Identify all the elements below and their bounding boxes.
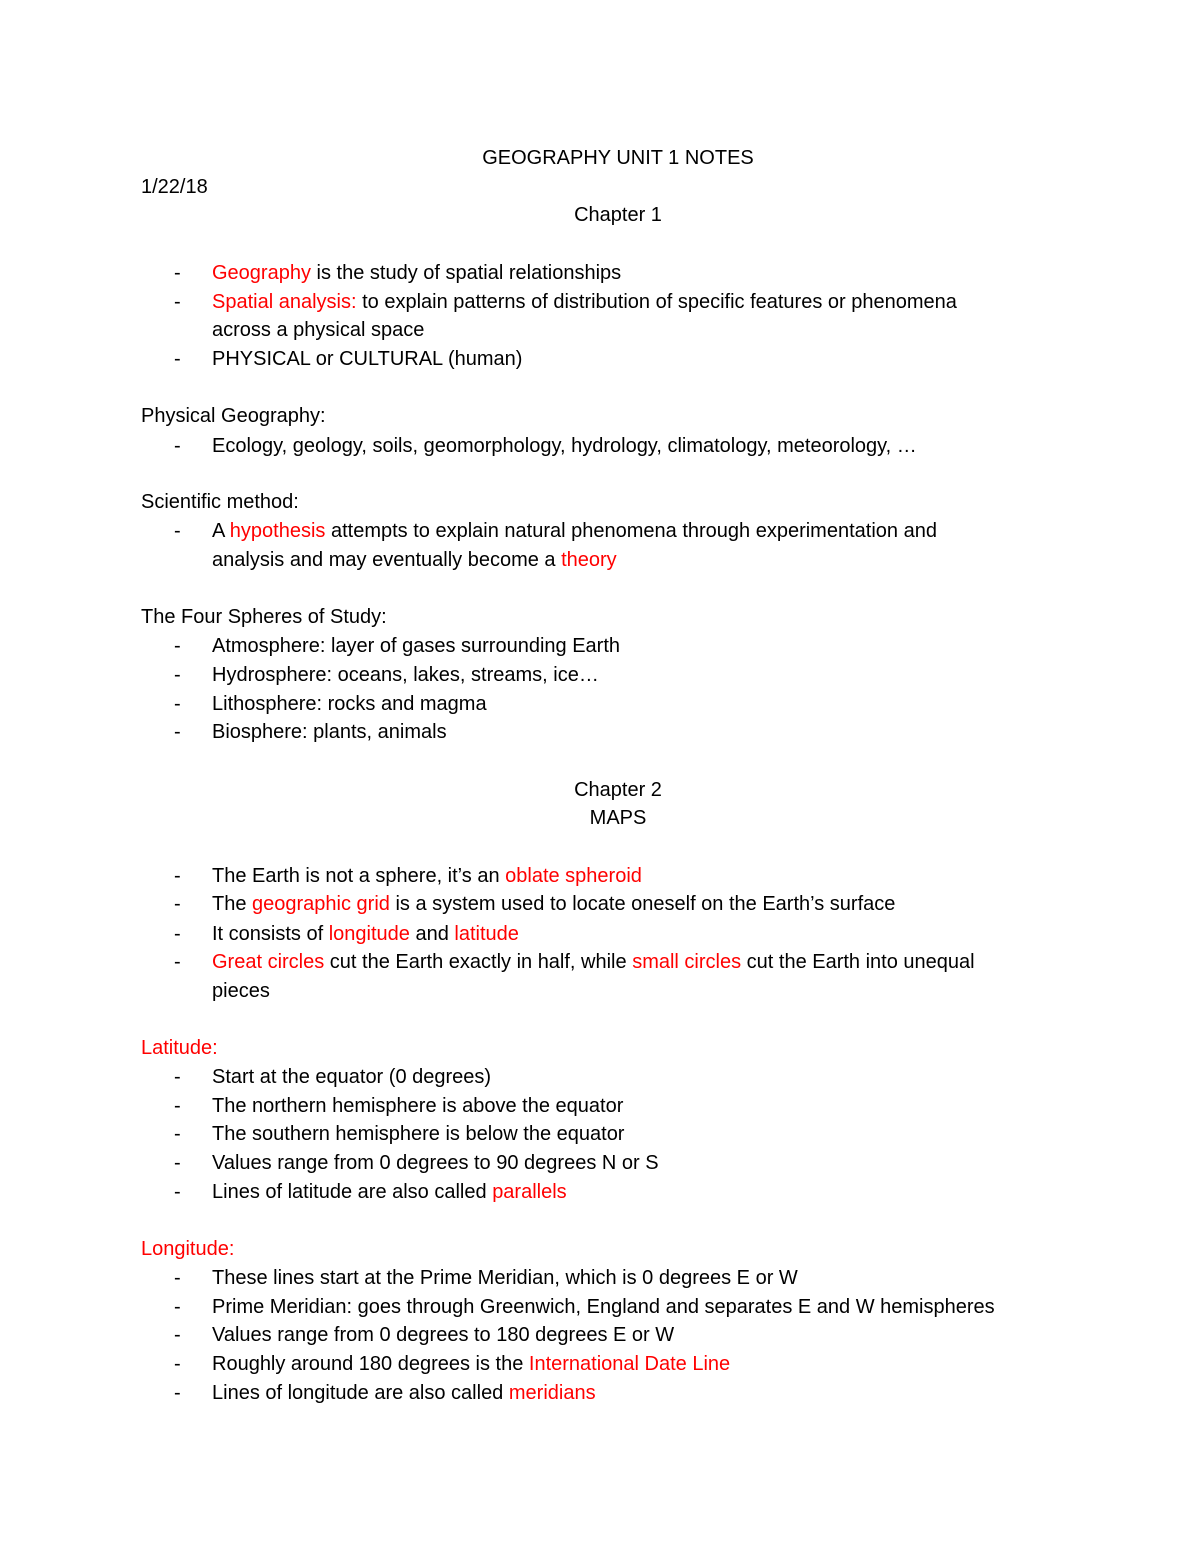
term: Great circles	[212, 951, 325, 973]
term: geographic grid	[252, 893, 390, 915]
bullet-dash: -	[174, 1353, 181, 1375]
bullet-dash: -	[174, 1095, 181, 1117]
list-item: A hypothesis attempts to explain natural phenomena through experimentation and	[212, 520, 937, 542]
scientific-method-heading: Scientific method:	[141, 491, 299, 513]
bullet-dash: -	[174, 664, 181, 686]
list-item: Geography is the study of spatial relationships	[212, 262, 622, 284]
list-item: Values range from 0 degrees to 180 degrees E or W	[212, 1324, 675, 1346]
term: latitude	[454, 923, 519, 945]
list-item: Lithosphere: rocks and magma	[212, 693, 487, 715]
list-item: These lines start at the Prime Meridian, which is 0 degrees E or W	[212, 1267, 798, 1289]
bullet-dash: -	[174, 1267, 181, 1289]
term: hypothesis	[229, 520, 326, 542]
term: meridians	[508, 1382, 596, 1404]
list-item: The northern hemisphere is above the equator	[212, 1095, 624, 1117]
chapter-1-heading: Chapter 1	[574, 204, 662, 226]
bullet-dash: -	[174, 923, 181, 945]
bullet-dash: -	[174, 520, 181, 542]
bullet-dash: -	[174, 262, 181, 284]
bullet-dash: -	[174, 635, 181, 657]
list-item: The geographic grid is a system used to locate oneself on the Earth’s surface	[212, 893, 896, 915]
term: theory	[561, 549, 617, 571]
term: longitude	[328, 923, 410, 945]
list-item-continuation: across a physical space	[212, 319, 425, 341]
bullet-dash: -	[174, 1324, 181, 1346]
bullet-dash: -	[174, 1296, 181, 1318]
list-item-continuation: analysis and may eventually become a theory	[212, 549, 617, 571]
maps-subheading: MAPS	[589, 807, 647, 829]
bullet-dash: -	[174, 1152, 181, 1174]
document-title: GEOGRAPHY UNIT 1 NOTES	[482, 147, 754, 169]
term: parallels	[492, 1181, 567, 1203]
bullet-dash: -	[174, 893, 181, 915]
list-item: Lines of longitude are also called meridians	[212, 1382, 596, 1404]
term: Geography	[212, 262, 311, 284]
bullet-dash: -	[174, 1123, 181, 1145]
list-item: Hydrosphere: oceans, lakes, streams, ice…	[212, 664, 599, 686]
list-item: Biosphere: plants, animals	[212, 721, 447, 743]
bullet-dash: -	[174, 291, 181, 313]
longitude-heading: Longitude:	[141, 1238, 235, 1260]
latitude-heading: Latitude:	[141, 1037, 218, 1059]
four-spheres-heading: The Four Spheres of Study:	[141, 606, 387, 628]
list-item: PHYSICAL or CULTURAL (human)	[212, 348, 523, 370]
list-item: Start at the equator (0 degrees)	[212, 1066, 492, 1088]
list-item: Ecology, geology, soils, geomorphology, hydrology, climatology, meteorology, …	[212, 435, 917, 457]
list-item: Great circles cut the Earth exactly in half, while small circles cut the Earth into unequal	[212, 951, 975, 973]
bullet-dash: -	[174, 1066, 181, 1088]
list-item: Lines of latitude are also called parallels	[212, 1181, 567, 1203]
list-item: Spatial analysis: to explain patterns of distribution of specific features or phenomena	[212, 291, 957, 313]
bullet-dash: -	[174, 865, 181, 887]
chapter-2-heading: Chapter 2	[574, 779, 662, 801]
term: Spatial analysis:	[212, 291, 357, 313]
list-item: It consists of longitude and latitude	[212, 923, 519, 945]
term: oblate spheroid	[505, 865, 642, 887]
bullet-dash: -	[174, 435, 181, 457]
bullet-dash: -	[174, 693, 181, 715]
note-date: 1/22/18	[141, 176, 208, 198]
list-item: Roughly around 180 degrees is the International Date Line	[212, 1353, 731, 1375]
list-item: Prime Meridian: goes through Greenwich, England and separates E and W hemispheres	[212, 1296, 995, 1318]
bullet-dash: -	[174, 721, 181, 743]
bullet-dash: -	[174, 1382, 181, 1404]
list-item-continuation: pieces	[212, 980, 270, 1002]
list-item: The Earth is not a sphere, it’s an oblate spheroid	[212, 865, 642, 887]
list-item: Atmosphere: layer of gases surrounding Earth	[212, 635, 620, 657]
term: small circles	[632, 951, 742, 973]
bullet-dash: -	[174, 348, 181, 370]
physical-geography-heading: Physical Geography:	[141, 405, 326, 427]
bullet-dash: -	[174, 1181, 181, 1203]
term: International Date Line	[528, 1353, 731, 1375]
list-item: The southern hemisphere is below the equator	[212, 1123, 625, 1145]
list-item: Values range from 0 degrees to 90 degrees N or S	[212, 1152, 659, 1174]
bullet-dash: -	[174, 951, 181, 973]
